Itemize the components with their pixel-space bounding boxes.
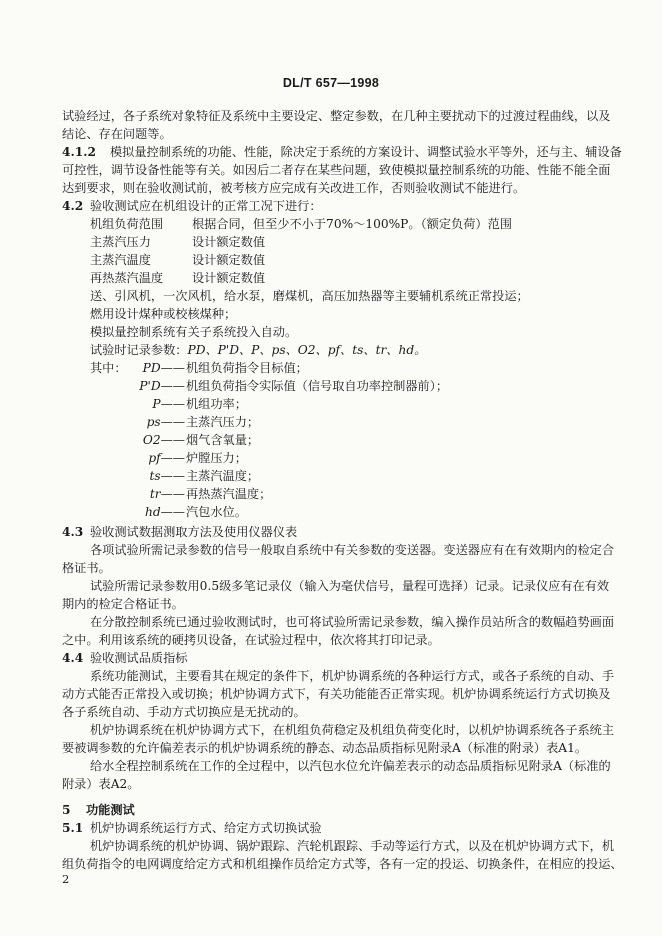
legend-desc: 炉膛压力； bbox=[186, 451, 247, 465]
legend-desc: 烟气含氧量； bbox=[186, 433, 260, 447]
text-line: 机炉协调系统在机炉协调方式下，在机组负荷稳定及机组负荷变化时，以机炉协调系统各子系统主 bbox=[90, 723, 615, 737]
condition-value: 设计额定数值 bbox=[192, 271, 266, 285]
page-number: 2 bbox=[62, 872, 70, 886]
section-number: 4.2 bbox=[62, 199, 84, 213]
condition-value: 根据合同，但至少不小于70%～100%P。（额定负荷）范围 bbox=[192, 217, 512, 231]
text-line: 达到要求，则在验收测试前，被考核方应完成有关改进工作，否则验收测试不能进行。 bbox=[62, 181, 526, 195]
text-line: 要被调参数的允许偏差表示的机炉协调系统的静态、动态品质指标见附录A（标准的附录）表A1。 bbox=[62, 741, 588, 755]
section-5-1-heading bbox=[62, 820, 322, 836]
record-params-line bbox=[90, 342, 426, 358]
section-title: 验收测试品质指标 bbox=[90, 651, 188, 665]
legend-desc: 机组负荷指令目标值； bbox=[186, 361, 308, 375]
legend-symbol: P—— bbox=[152, 397, 185, 411]
section-4-4-heading bbox=[62, 650, 188, 666]
record-params-label: 试验时记录参数： bbox=[90, 343, 188, 357]
legend-symbol: tr—— bbox=[149, 487, 185, 501]
legend-symbol: hd—— bbox=[144, 505, 185, 519]
legend-desc: 汽包水位。 bbox=[186, 505, 247, 519]
section-4-3-heading bbox=[62, 524, 297, 540]
section-4-1-2 bbox=[62, 144, 622, 160]
section-title: 验收测试数据测取方法及使用仪器仪表 bbox=[90, 525, 298, 539]
text-line: 在分散控制系统已通过验收测试时，也可将试验所需记录参数，编入操作员站所含的数幅趋势画面 bbox=[90, 615, 615, 629]
legend-symbol: P'D—— bbox=[139, 379, 185, 393]
text-line: 期内的检定合格证书。 bbox=[62, 597, 184, 611]
text-line: 燃用设计煤种或校核煤种； bbox=[90, 307, 237, 321]
condition-value: 设计额定数值 bbox=[192, 235, 266, 249]
text-line: 给水全程控制系统在工作的全过程中，以汽包水位允许偏差表示的动态品质指标见附录A（标准的 bbox=[90, 759, 611, 773]
text-line: 格证书。 bbox=[62, 561, 111, 575]
text-line: 模拟量控制系统有关子系统投入自动。 bbox=[90, 325, 298, 339]
section-number: 5.1 bbox=[62, 821, 84, 835]
section-5-heading bbox=[62, 802, 135, 818]
condition-value: 设计额定数值 bbox=[192, 253, 266, 267]
text-line: 送、引风机，一次风机，给水泵，磨煤机，高压加热器等主要辅机系统正常投运； bbox=[90, 289, 529, 303]
text-line: 试验所需记录参数用0.5级多笔记录仪（输入为毫伏信号，量程可选择）记录。记录仪应有在有效 bbox=[90, 579, 610, 593]
text-line: 机炉协调系统的机炉协调、锅炉跟踪、汽轮机跟踪、手动等运行方式，以及在机炉协调方式下，机 bbox=[90, 839, 615, 853]
legend-desc: 机组负荷指令实际值（信号取自功率控制器前）； bbox=[186, 379, 449, 393]
document-code-header: DL/T 657—1998 bbox=[282, 76, 380, 90]
condition-name: 主蒸汽压力 bbox=[90, 235, 151, 249]
section-number: 5 bbox=[62, 803, 71, 817]
condition-name: 主蒸汽温度 bbox=[90, 253, 151, 267]
section-number: 4.4 bbox=[62, 651, 84, 665]
section-title: 机炉协调系统运行方式、给定方式切换试验 bbox=[90, 821, 322, 835]
legend-symbol: ts—— bbox=[149, 469, 185, 483]
text-line: 系统功能测试，主要看其在规定的条件下，机炉协调系统的各种运行方式，或各子系统的自动、手 bbox=[90, 669, 615, 683]
text-line: 模拟量控制系统的功能、性能，除决定于系统的方案设计、调整试验水平等外，还与主、辅设备 bbox=[110, 145, 622, 159]
text-line: 可控性，调节设备性能等有关。如因后二者存在某些问题，致使模拟量控制系统的功能、性能不能全面 bbox=[62, 163, 611, 177]
section-number: 4.3 bbox=[62, 525, 84, 539]
text-line: 各子系统自动、手动方式切换应是无扰动的。 bbox=[62, 705, 306, 719]
legend-desc: 机组功率； bbox=[186, 397, 247, 411]
section-4-2-heading bbox=[62, 198, 322, 214]
legend-symbol: ps—— bbox=[146, 415, 185, 429]
record-params-list: PD、P'D、P、ps、O2、pf、ts、tr、hd。 bbox=[187, 343, 427, 357]
legend-symbol: O2—— bbox=[142, 433, 185, 447]
section-title: 功能测试 bbox=[86, 803, 135, 817]
text-line: 试验经过，各子系统对象特征及系统中主要设定、整定参数，在几种主要扰动下的过渡过程曲线，以及 bbox=[62, 109, 611, 123]
legend-desc: 主蒸汽压力； bbox=[186, 415, 260, 429]
condition-name: 机组负荷范围 bbox=[90, 217, 164, 231]
legend-desc: 主蒸汽温度； bbox=[186, 469, 260, 483]
text-line: 组负荷指令的电网调度给定方式和机组操作员给定方式等，各有一定的投运、切换条件，在相应的投运、 bbox=[62, 857, 623, 871]
legend-desc: 再热蒸汽温度； bbox=[186, 487, 272, 501]
text-line: 之中。利用该系统的硬拷贝设备，在试验过程中，依次将其打印记录。 bbox=[62, 633, 440, 647]
text-line: 结论、存在问题等。 bbox=[62, 127, 172, 141]
section-number: 4.1.2 bbox=[62, 145, 96, 159]
text-line: 各项试验所需记录参数的信号一般取自系统中有关参数的变送器。变送器应有在有效期内的检定合 bbox=[90, 543, 615, 557]
text-line: 附录）表A2。 bbox=[62, 777, 140, 791]
section-title: 验收测试应在机组设计的正常工况下进行： bbox=[90, 199, 322, 213]
condition-name: 再热蒸汽温度 bbox=[90, 271, 164, 285]
legend-symbol: pf—— bbox=[148, 451, 185, 465]
text-line: 动方式能否正常投入或切换；机炉协调方式下，有关功能能否正常实现。机炉协调系统运行方式切换及 bbox=[62, 687, 611, 701]
legend-intro: 其中： bbox=[90, 361, 127, 375]
legend-symbol: PD—— bbox=[142, 361, 185, 375]
